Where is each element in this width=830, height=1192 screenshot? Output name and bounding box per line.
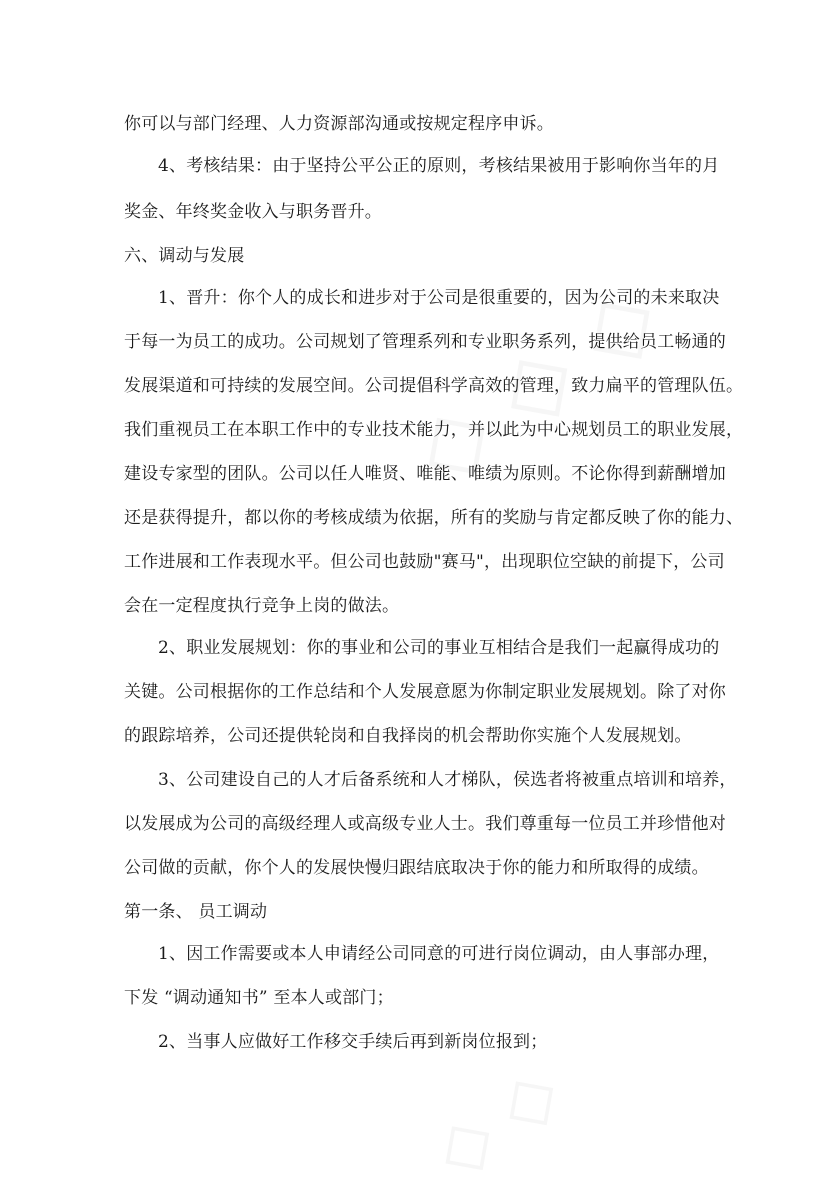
- text-line-9: 建设专家型的团队。公司以任人唯贤、唯能、唯绩为原则。不论你得到薪酬增加: [124, 464, 726, 484]
- text-line-3: 奖金、年终奖金收入与职务晋升。: [124, 202, 382, 222]
- watermark-2: [418, 1050, 573, 1192]
- text-line-22: 2、当事人应做好工作移交手续后再到新岗位报到；: [158, 1032, 548, 1052]
- text-line-18: 公司做的贡献，你个人的发展快慢归跟结底取决于你的能力和所取得的成绩。: [124, 858, 709, 878]
- text-line-21: 下发 “调动通知书” 至本人或部门；: [124, 988, 394, 1008]
- text-line-14: 关键。公司根据你的工作总结和个人发展意愿为你制定职业发展规划。除了对你: [124, 682, 726, 702]
- text-line-6: 于每一为员工的成功。公司规划了管理系列和专业职务系列，提供给员工畅通的: [124, 332, 726, 352]
- text-line-16: 3、公司建设自己的人才后备系统和人才梯队，侯选者将被重点培训和培养，: [158, 770, 737, 790]
- text-line-10: 还是获得提升，都以你的考核成绩为依据，所有的奖励与肯定都反映了你的能力、: [124, 508, 744, 528]
- text-line-20: 1、因工作需要或本人申请经公司同意的可进行岗位调动，由人事部办理，: [158, 944, 720, 964]
- text-line-12: 会在一定程度执行竞争上岗的做法。: [124, 596, 400, 616]
- text-line-17: 以发展成为公司的高级经理人或高级专业人士。我们尊重每一位员工并珍惜他对: [124, 814, 726, 834]
- text-line-5: 1、晋升：你个人的成长和进步对于公司是很重要的，因为公司的未来取决: [158, 288, 720, 308]
- text-line-7: 发展渠道和可持续的发展空间。公司提倡科学高效的管理，致力扁平的管理队伍。: [124, 376, 744, 396]
- text-line-13: 2、职业发展规划：你的事业和公司的事业互相结合是我们一起赢得成功的: [158, 638, 720, 658]
- text-line-11: 工作进展和工作表现水平。但公司也鼓励"赛马"，出现职位空缺的前提下，公司: [124, 552, 725, 572]
- section-heading: 六、调动与发展: [124, 246, 245, 266]
- text-line-1: 你可以与部门经理、人力资源部沟通或按规定程序申诉。: [124, 114, 554, 134]
- text-line-2: 4、考核结果：由于坚持公平公正的原则，考核结果被用于影响你当年的月: [158, 156, 720, 176]
- text-line-8: 我们重视员工在本职工作中的专业技术能力，并以此为中心规划员工的职业发展，: [124, 420, 744, 440]
- article-heading: 第一条、 员工调动: [124, 902, 268, 922]
- text-line-15: 的跟踪培养，公司还提供轮岗和自我择岗的机会帮助你实施个人发展规划。: [124, 726, 692, 746]
